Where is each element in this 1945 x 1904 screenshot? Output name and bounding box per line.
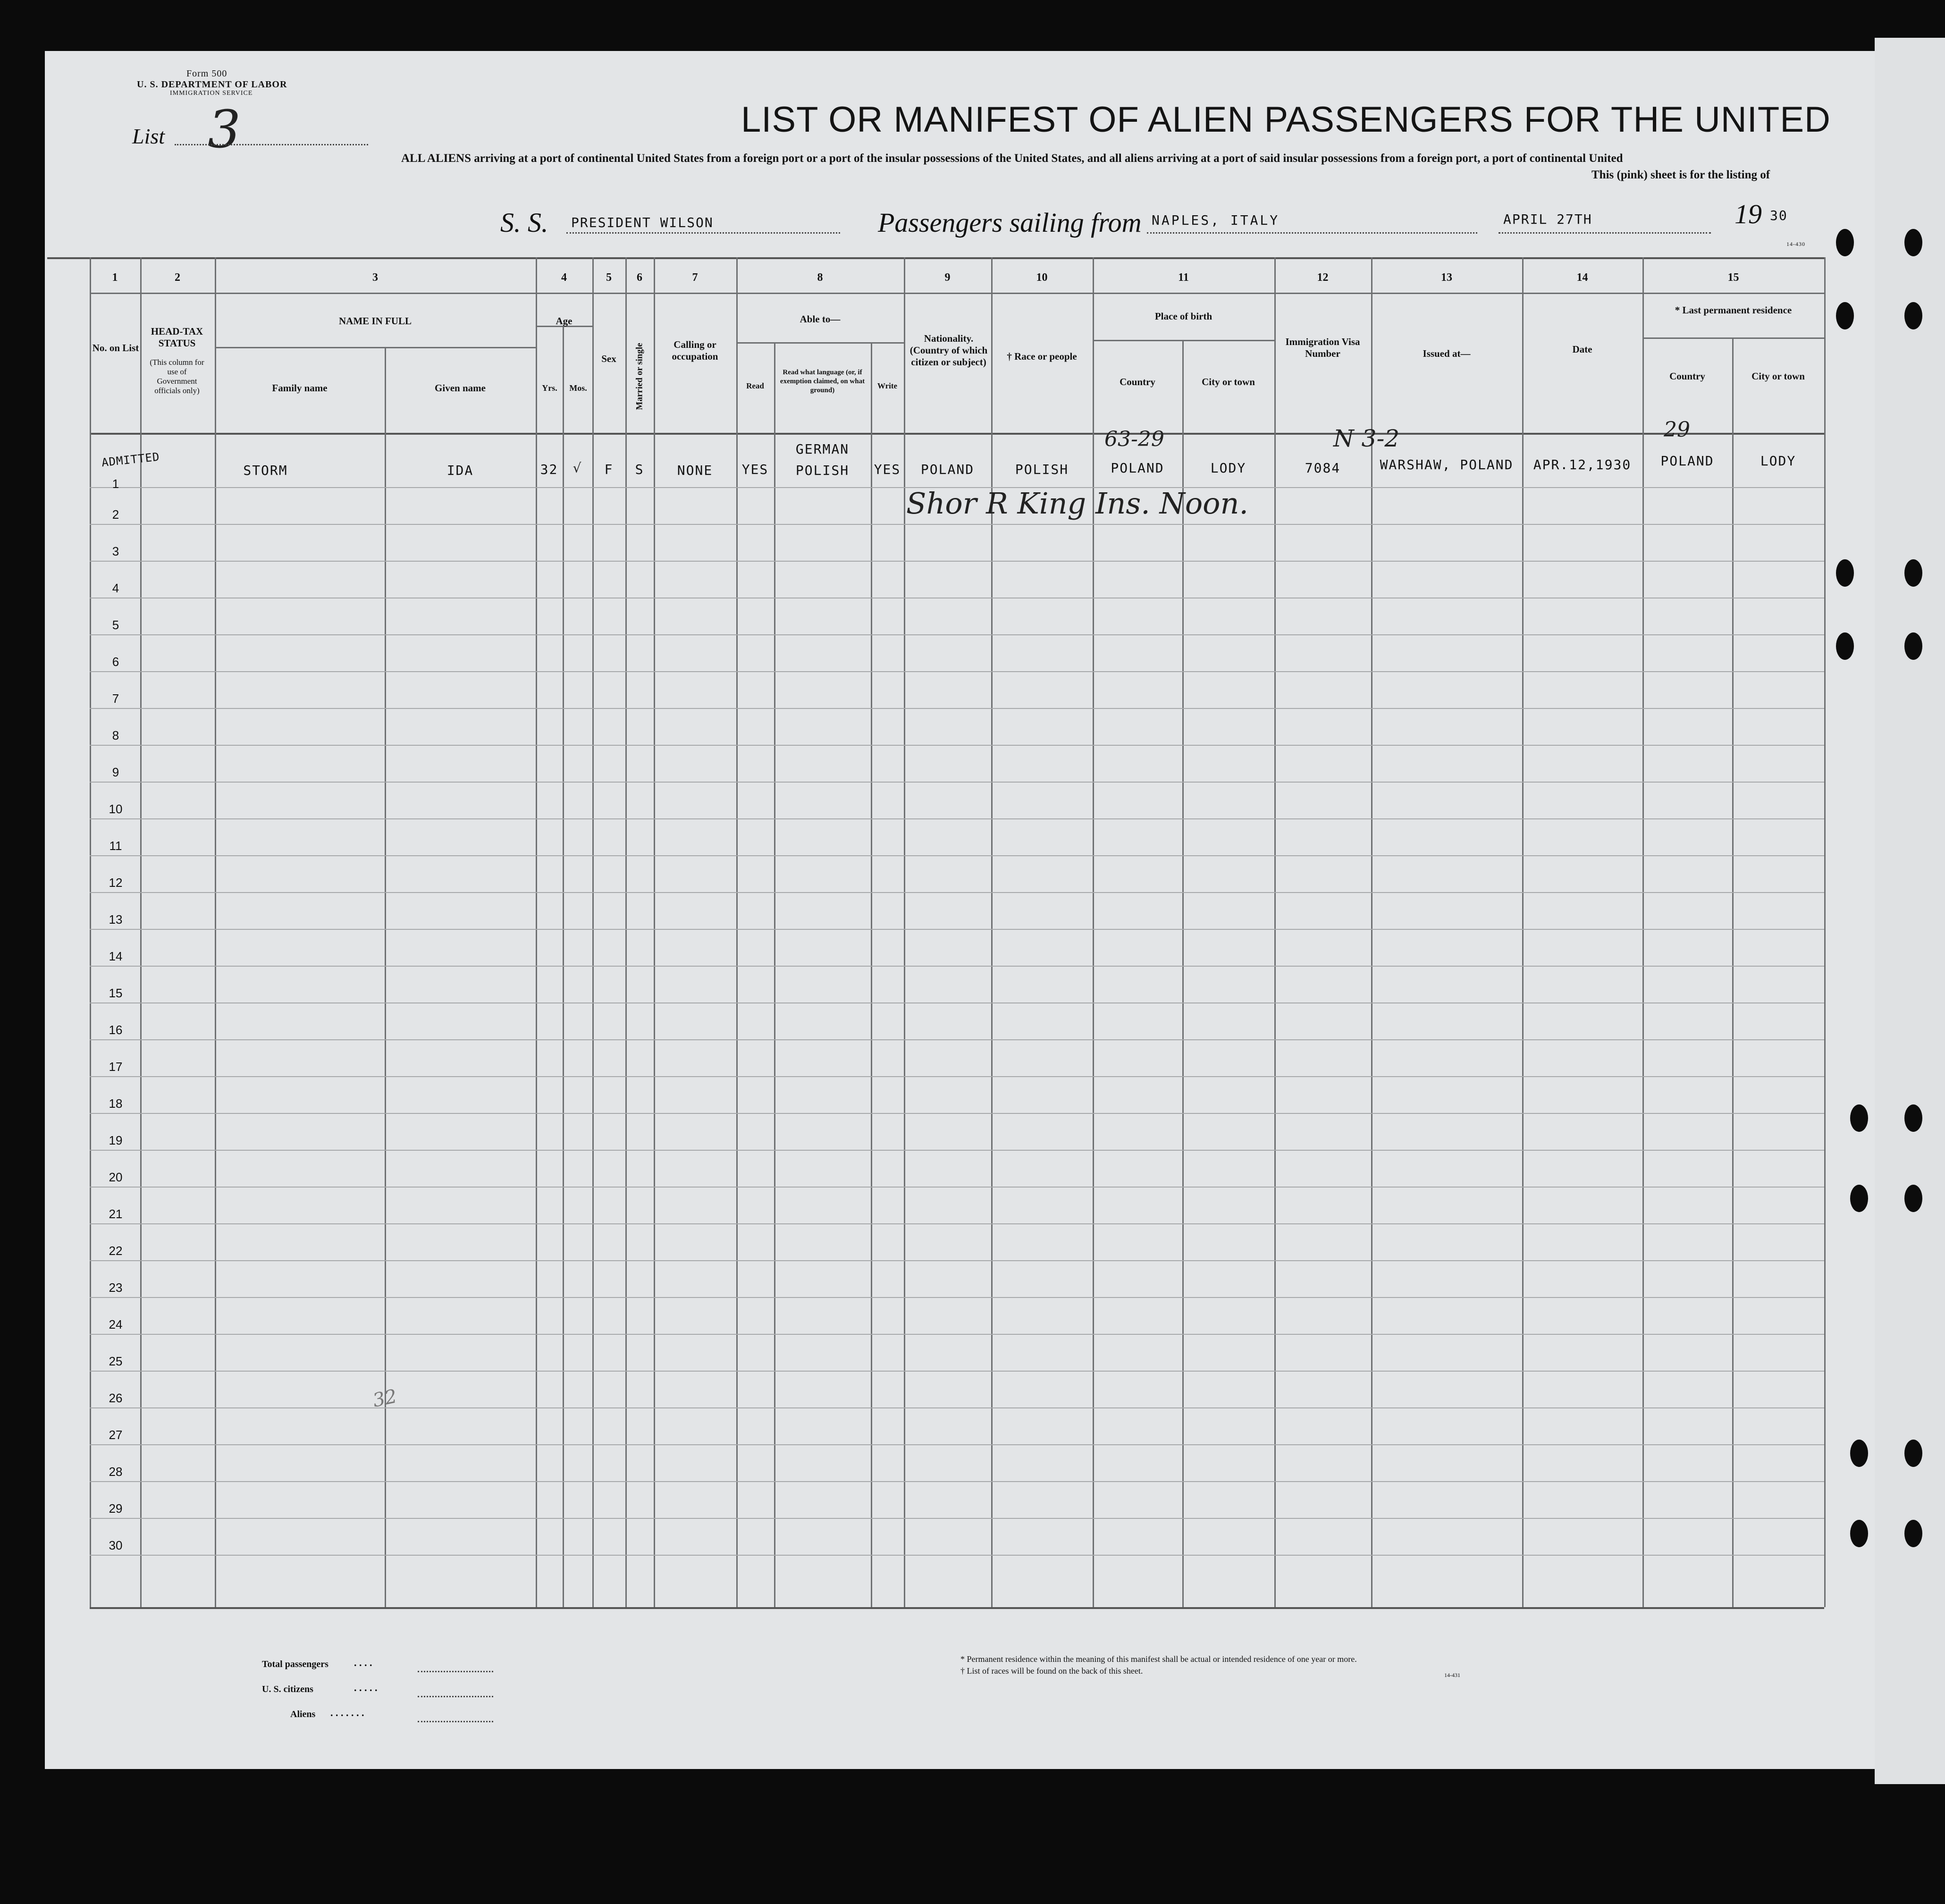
column-number: 14 xyxy=(1576,271,1588,284)
row-rule xyxy=(90,1039,1824,1040)
row-rule xyxy=(90,561,1824,562)
column-number: 4 xyxy=(561,271,567,284)
row-rule xyxy=(90,524,1824,525)
passenger-visa-number: 7084 xyxy=(1305,460,1341,476)
header-bottom-border xyxy=(90,433,1824,435)
binder-hole xyxy=(1904,302,1922,329)
list-number-line xyxy=(175,144,368,145)
table-bottom-border xyxy=(90,1607,1824,1609)
row-number: 19 xyxy=(109,1133,123,1147)
passenger-birth-country: POLAND xyxy=(1111,460,1164,476)
header-head-tax-note: (This column for use of Government officials only) xyxy=(150,358,204,395)
row-rule xyxy=(90,634,1824,635)
row-rule xyxy=(90,708,1824,709)
year-prefix: 19 xyxy=(1735,199,1762,229)
row-number: 22 xyxy=(109,1244,123,1258)
us-citizens-label: U. S. citizens xyxy=(262,1684,313,1694)
row-number: 10 xyxy=(109,802,123,816)
column-divider xyxy=(1182,340,1184,1607)
footer-code: 14-431 xyxy=(1444,1672,1460,1678)
header-age: Age xyxy=(556,315,573,327)
header-age-mos: Mos. xyxy=(569,383,587,393)
column-number: 13 xyxy=(1441,271,1452,284)
us-citizens-line xyxy=(418,1696,493,1697)
row-number: 29 xyxy=(109,1501,123,1516)
row-number: 6 xyxy=(112,655,119,669)
row-rule xyxy=(90,1223,1824,1224)
column-divider xyxy=(1732,337,1734,1607)
row-rule xyxy=(90,745,1824,746)
row-number: 18 xyxy=(109,1096,123,1111)
binder-hole xyxy=(1836,229,1854,256)
handwritten-note: Shor R King Ins. Noon. xyxy=(906,486,1249,521)
row-rule xyxy=(90,855,1824,856)
row-number: 11 xyxy=(109,839,122,853)
passenger-sex: F xyxy=(604,462,614,477)
column-number: 15 xyxy=(1727,271,1739,284)
header-residence-country: Country xyxy=(1669,371,1705,382)
column-number-divider xyxy=(90,293,1824,294)
header-family-name: Family name xyxy=(272,382,328,394)
column-number: 8 xyxy=(817,271,823,284)
header-residence-city: City or town xyxy=(1751,371,1805,382)
row-rule xyxy=(90,1260,1824,1261)
header-age-yrs: Yrs. xyxy=(542,383,557,393)
row-number: 20 xyxy=(109,1170,123,1184)
row-number: 7 xyxy=(112,691,119,706)
row-rule xyxy=(90,1297,1824,1298)
column-number: 6 xyxy=(637,271,642,284)
document-title: LIST OR MANIFEST OF ALIEN PASSENGERS FOR THE UNITED xyxy=(741,100,1831,140)
row-number: 3 xyxy=(112,544,119,558)
column-divider xyxy=(904,257,905,1607)
ship-name: PRESIDENT WILSON xyxy=(571,215,714,230)
year-suffix: 30 xyxy=(1770,208,1788,223)
row-rule xyxy=(90,1150,1824,1151)
passenger-age-years: 32 xyxy=(540,462,558,477)
row-rule xyxy=(90,1334,1824,1335)
row-rule xyxy=(90,929,1824,930)
row-rule xyxy=(90,1518,1824,1519)
column-divider xyxy=(592,257,594,1607)
row-number: 17 xyxy=(109,1060,123,1074)
header-birth-city: City or town xyxy=(1202,376,1255,388)
passenger-language-2: POLISH xyxy=(795,463,850,478)
header-issued-at: Issued at— xyxy=(1423,348,1471,359)
binder-hole xyxy=(1904,229,1922,256)
row-number: 28 xyxy=(109,1465,123,1479)
row-number: 5 xyxy=(112,618,119,632)
header-no-on-list: No. on List xyxy=(92,342,139,354)
header-place-of-birth: Place of birth xyxy=(1154,311,1212,322)
header-read: Read xyxy=(746,381,764,390)
header-sex: Sex xyxy=(601,353,616,364)
row-number: 14 xyxy=(109,949,123,963)
binder-hole xyxy=(1836,559,1854,587)
name-subheader-divider xyxy=(215,347,536,348)
column-number: 1 xyxy=(112,271,118,284)
column-divider xyxy=(991,257,993,1607)
manifest-sheet xyxy=(45,51,1885,1769)
total-passengers-label: Total passengers xyxy=(262,1659,328,1669)
handwritten-visa-annotation: N 3-2 xyxy=(1333,425,1400,452)
column-divider xyxy=(774,342,775,1607)
binder-hole xyxy=(1904,559,1922,587)
header-married-single: Married or single xyxy=(634,343,645,410)
handwritten-residence-annotation: 29 xyxy=(1664,418,1690,442)
binder-hole xyxy=(1850,1520,1868,1547)
passenger-marital-status: S xyxy=(635,462,644,477)
date-line xyxy=(1499,232,1711,234)
row-rule xyxy=(90,1444,1824,1445)
binder-hole xyxy=(1850,1440,1868,1467)
binder-hole xyxy=(1904,1104,1922,1132)
handwritten-birth-annotation: 63-29 xyxy=(1104,427,1164,451)
form-number: Form 500 xyxy=(186,68,227,79)
row-rule xyxy=(90,671,1824,672)
row-number: 9 xyxy=(112,765,119,779)
instruction-line-2: This (pink) sheet is for the listing of xyxy=(1591,168,1770,181)
row-number: 30 xyxy=(109,1538,123,1552)
list-number: 3 xyxy=(208,99,241,160)
binder-hole xyxy=(1904,1185,1922,1212)
passenger-visa-date: APR.12,1930 xyxy=(1533,457,1632,472)
passenger-visa-issued-at: WARSHAW, POLAND xyxy=(1380,457,1514,472)
header-able-to: Able to— xyxy=(800,313,841,325)
binder-hole xyxy=(1904,1520,1922,1547)
row-rule xyxy=(90,1113,1824,1114)
column-number: 5 xyxy=(606,271,612,284)
passenger-language-1: GERMAN xyxy=(795,441,850,457)
sailing-label: Passengers sailing from xyxy=(878,207,1142,238)
header-head-tax: HEAD-TAX STATUS xyxy=(151,326,203,349)
corner-code: 14-430 xyxy=(1786,241,1805,247)
row-number: 4 xyxy=(112,581,119,595)
list-label: List xyxy=(132,124,165,148)
passenger-residence-country: POLAND xyxy=(1660,453,1714,469)
passenger-birth-city: LODY xyxy=(1210,460,1246,476)
row-number: 21 xyxy=(109,1207,123,1221)
header-last-residence: * Last permanent residence xyxy=(1675,304,1792,316)
binder-hole xyxy=(1836,632,1854,660)
row-number: 13 xyxy=(109,912,123,927)
stray-mark: 32 xyxy=(370,1385,399,1412)
header-visa-number: Immigration Visa Number xyxy=(1285,336,1360,359)
row-number: 8 xyxy=(112,728,119,742)
service-label: IMMIGRATION SERVICE xyxy=(170,90,253,97)
column-number: 9 xyxy=(944,271,951,284)
row-number: 24 xyxy=(109,1317,123,1331)
row-rule xyxy=(90,818,1824,819)
row-number: 12 xyxy=(109,876,123,890)
ship-name-line xyxy=(566,232,840,234)
row-number: 15 xyxy=(109,986,123,1000)
departure-port: NAPLES, ITALY xyxy=(1152,212,1280,228)
footnote-permanent-residence: * Permanent residence within the meaning of this manifest shall be actual or intended residence of one year or more. xyxy=(960,1654,1357,1664)
header-nationality: Nationality. (Country of which citizen or subject) xyxy=(909,333,988,368)
column-divider xyxy=(215,257,216,1607)
column-divider xyxy=(654,257,655,1607)
instruction-line-1: ALL ALIENS arriving at a port of continental United States from a foreign port or a port of the insular possessions of the United States, and all aliens arriving at a port of said insular possessions from a foreign port, a port of continental United xyxy=(401,152,1623,165)
row-rule xyxy=(90,892,1824,893)
ss-label: S. S. xyxy=(500,207,548,238)
binder-hole xyxy=(1904,1440,1922,1467)
passenger-family-name: STORM xyxy=(243,463,288,478)
column-divider xyxy=(1824,257,1826,1607)
column-divider xyxy=(871,342,872,1607)
sailing-date: APRIL 27TH xyxy=(1503,211,1592,227)
passenger-nationality: POLAND xyxy=(920,462,975,477)
admission-stamp: ADMITTED xyxy=(101,450,160,470)
row-number: 25 xyxy=(109,1354,123,1368)
row-rule xyxy=(90,1481,1824,1482)
row-number: 23 xyxy=(109,1281,123,1295)
column-divider xyxy=(1274,257,1276,1607)
row-rule xyxy=(90,1371,1824,1372)
binder-hole xyxy=(1836,302,1854,329)
row-rule xyxy=(90,1187,1824,1188)
passenger-can-write: YES xyxy=(874,462,901,477)
row-rule xyxy=(90,1076,1824,1077)
header-birth-country: Country xyxy=(1120,376,1155,388)
row-number: 2 xyxy=(112,507,119,522)
row-number: 1 xyxy=(112,477,119,491)
binder-hole xyxy=(1850,1104,1868,1132)
row-number: 27 xyxy=(109,1428,123,1442)
binder-hole xyxy=(1904,632,1922,660)
column-number: 3 xyxy=(372,271,378,284)
row-rule xyxy=(90,782,1824,783)
passenger-can-read: YES xyxy=(741,462,769,477)
column-number: 2 xyxy=(175,271,180,284)
total-passengers-line xyxy=(418,1671,493,1672)
header-name-in-full: NAME IN FULL xyxy=(338,315,412,327)
header-write: Write xyxy=(877,381,898,390)
column-divider xyxy=(736,257,738,1607)
row-number: 26 xyxy=(109,1391,123,1405)
passenger-given-name: IDA xyxy=(446,463,474,478)
header-date: Date xyxy=(1572,344,1592,355)
column-divider xyxy=(536,257,537,1607)
table-top-border xyxy=(47,257,1824,259)
row-rule xyxy=(90,966,1824,967)
column-number: 7 xyxy=(692,271,698,284)
header-read-language: Read what language (or, if exemption claimed, on what ground) xyxy=(780,369,865,394)
footnote-races: † List of races will be found on the back of this sheet. xyxy=(960,1666,1143,1676)
column-divider xyxy=(385,347,386,1607)
able-subheader-divider xyxy=(736,342,904,344)
binder-hole xyxy=(1850,1185,1868,1212)
column-number: 11 xyxy=(1178,271,1189,284)
aliens-label: Aliens xyxy=(290,1709,316,1719)
header-calling: Calling or occupation xyxy=(672,339,718,362)
passenger-race: POLISH xyxy=(1015,462,1069,477)
column-number: 12 xyxy=(1317,271,1329,284)
column-divider xyxy=(1093,257,1094,1607)
row-number: 16 xyxy=(109,1023,123,1037)
department-label: U. S. DEPARTMENT OF LABOR xyxy=(137,79,287,90)
header-race: † Race or people xyxy=(1007,351,1077,362)
passenger-residence-city: LODY xyxy=(1760,453,1796,469)
passenger-occupation: NONE xyxy=(677,463,713,478)
row-rule xyxy=(90,1407,1824,1408)
port-line xyxy=(1147,232,1477,234)
column-number: 10 xyxy=(1036,271,1048,284)
row-rule xyxy=(90,1555,1824,1556)
header-given-name: Given name xyxy=(435,382,486,394)
aliens-line xyxy=(418,1721,493,1722)
column-divider xyxy=(90,257,91,1607)
passenger-age-months: √ xyxy=(573,460,582,476)
column-divider xyxy=(625,257,627,1607)
